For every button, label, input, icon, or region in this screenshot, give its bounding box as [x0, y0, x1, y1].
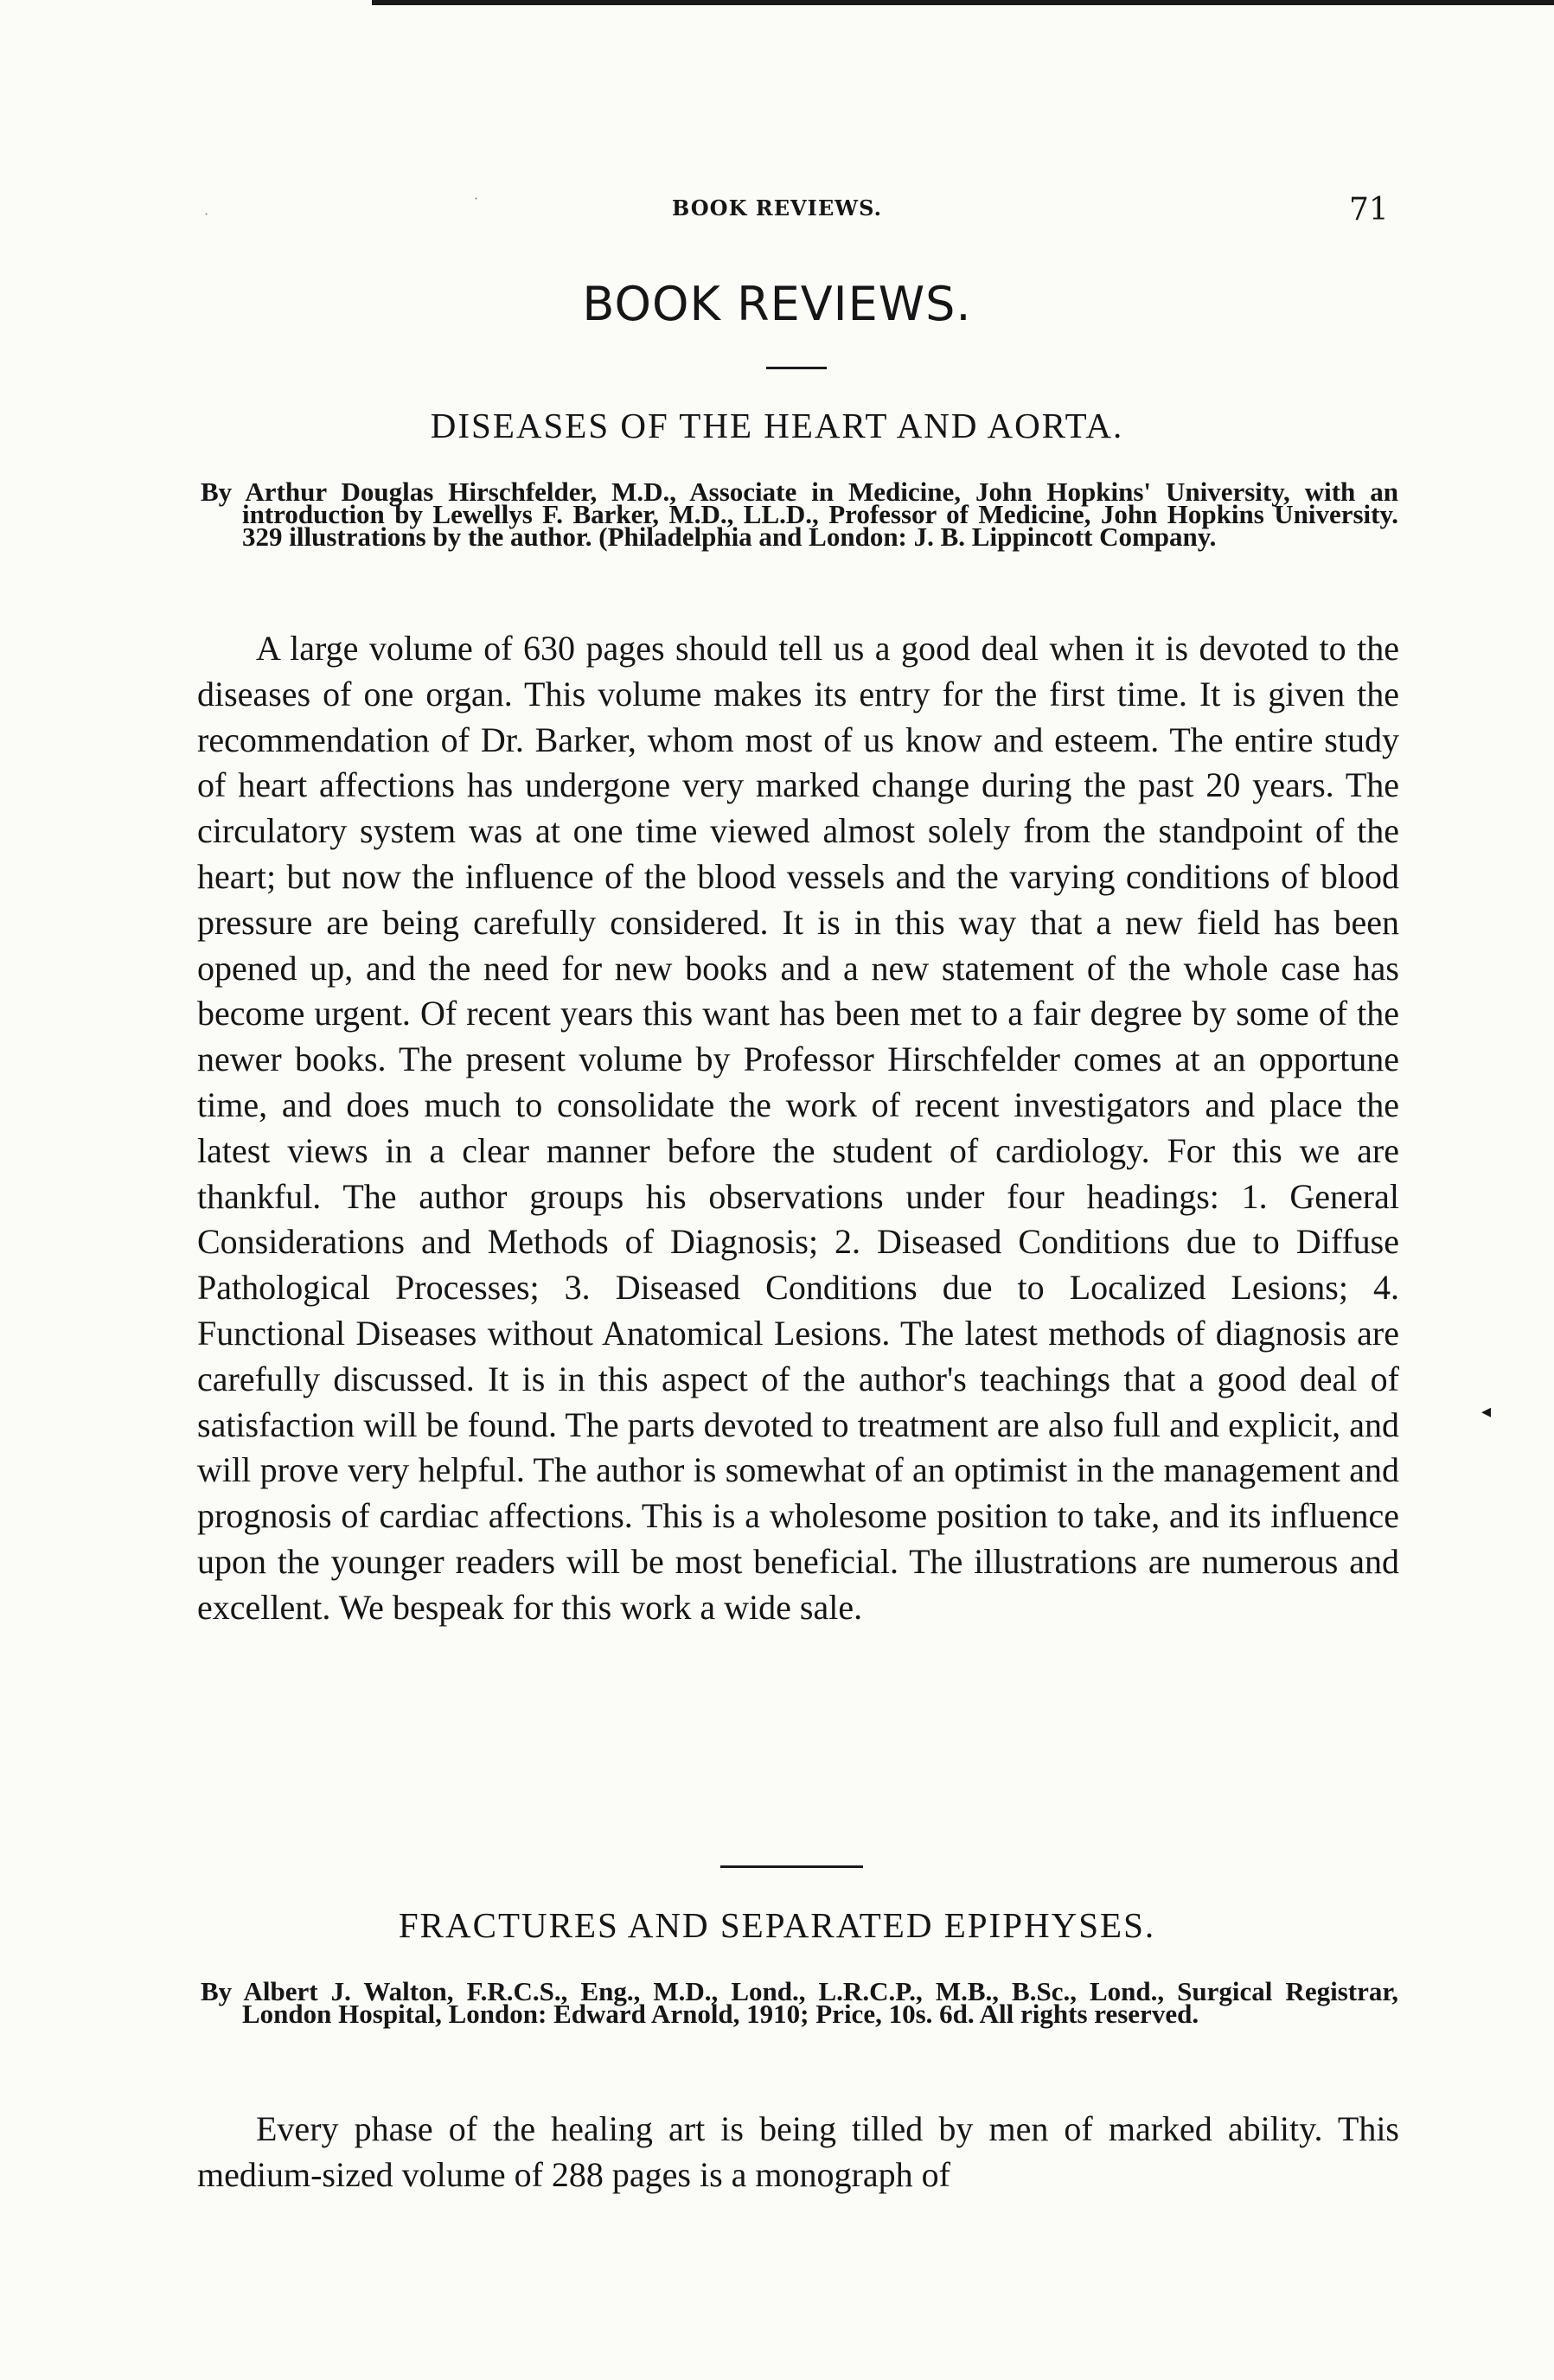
review-title: DISEASES OF THE HEART AND AORTA.	[430, 406, 1124, 445]
scan-speck: ·	[204, 206, 209, 222]
review-divider	[720, 1865, 863, 1868]
running-head: BOOK REVIEWS.	[672, 195, 882, 221]
review-body: A large volume of 630 pages should tell us a good deal when it is devoted to the diseases of one organ. This volume makes its entry for the first time. It is given the recommendation of Dr. Barker, whom most of us know and esteem. The entire study of heart affections has undergone very marked change during the past 20 years. The circulatory system was at one time viewed almost solely from the standpoint of the heart; but now the influence of the blood vessels and the varying conditions of blood pressure are being carefully considered. It is in this way that a new field has been opened up, and the need for new books and a new statement of the whole case has become urgent. Of recent years this want has been met to a fair degree by some of the newer books. The present volume by Professor Hirschfelder comes at an opportune time, and does much to consolidate the work of recent investigators and place the latest views in a clear manner before the student of cardiology. For this we are thankful. The author groups his observations under four headings: 1. General Considerations and Methods of Diagnosis; 2. Diseased Conditions due to Diffuse Pathological Processes; 3. Diseased Conditions due to Localized Lesions; 4. Functional Diseases without Anatomical Lesions. The latest methods of diagnosis are carefully discussed. It is in this aspect of the author's teachings that a good deal of satisfaction will be found. The parts devoted to treatment are also full and explicit, and will prove very helpful. The author is somewhat of an optimist in the management and prognosis of cardiac affections. This is a wholesome position to take, and its influence upon the younger readers will be most beneficial. The illustrations are numerous and excellent. We bespeak for this work a wide sale.	[197, 629, 1399, 1627]
margin-mark: ◂	[1481, 1401, 1492, 1423]
review-citation: By Arthur Douglas Hirschfelder, M.D., Associate in Medicine, John Hopkins' University, with an introduction by Lewellys F. Barker, M.D., LL.D., Professor of Medicine, John Hopkins University. 329 illustrations by the author. (Philadelphia and London: J. B. Lippincott Company.	[201, 477, 1398, 552]
page-number: 71	[1349, 192, 1389, 227]
title-divider	[766, 367, 827, 369]
scan-speck: ·	[474, 190, 479, 207]
review-body: Every phase of the healing art is being tilled by men of marked ability. This medium-sized volume of 288 pages is a monograph of	[197, 2109, 1399, 2194]
review-citation: By Albert J. Walton, F.R.C.S., Eng., M.D., Lond., L.R.C.P., M.B., B.Sc., Lond., Surgical Registrar, London Hospital, London: Edward Arnold, 1910; Price, 10s. 6d. All rights reserved.	[201, 1976, 1398, 2029]
top-edge-rule	[372, 0, 1554, 5]
section-title: BOOK REVIEWS.	[582, 277, 972, 331]
review-title: FRACTURES AND SEPARATED EPIPHYSES.	[398, 1905, 1156, 1945]
